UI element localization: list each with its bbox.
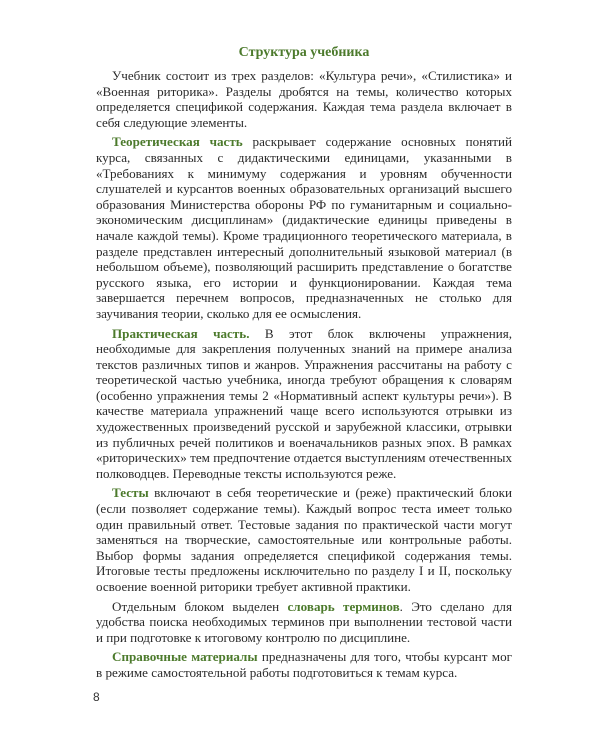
page-number: 8 [93, 690, 100, 704]
term-reference: Справочные материалы [112, 649, 258, 665]
paragraph-glossary [96, 599, 512, 646]
paragraph-intro [96, 68, 512, 130]
page-body [96, 44, 512, 685]
term-tests: Тесты [112, 485, 149, 501]
paragraph-text: . Это сделано для удобства поиска необходимых терминов при выполнении тестовой части и при подготовке к итоговому контролю по дисциплине. [96, 598, 512, 645]
term-glossary: словарь терминов [287, 598, 400, 614]
paragraph-tests [96, 485, 512, 594]
term-practice: Практическая часть. [112, 325, 250, 341]
paragraph-practice [96, 326, 512, 482]
paragraph-text: предназначены для того, чтобы курсант мог в режиме самостоятельной работы подготовиться к темам курса. [96, 649, 512, 680]
paragraph-text: В этот блок включены упражнения, необходимые для закрепления полученных знаний на примере анализа текстов различных типов и жанров. Упражнения рассчитаны на работу с теоретической частью учебника, иногда требуют обращения к словарям (особенно упражнения темы 2 «Нормативный аспект культуры речи»). В качестве материала упражнений чаще всего используются отрывки из художественных произведений русской и зарубежной классики, отрывки из публичных речей политиков и военачальников разных эпох. В рамках «риторических» тем предпочтение отдается выступлениям отечественных полководцев. Переводные тексты используются реже. [96, 325, 513, 481]
paragraph-text: раскрывает содержание основных понятий курса, связанных с дидактическими единицами, указанными в «Требованиях к минимуму содержания и уровням обученности слушателей и курсантов военных образовательных организаций высшего образования Министерства обороны РФ по гуманитарным и социально-экономическим дисциплинам» (дидактические единицы приведены в начале каждой темы). Кроме традиционного теоретического материала, в разделе представлен интересный дополнительный языковой материал (в небольшом объеме), позволяющий расширить представление о богатстве русского языка, его истории и функционировании. Каждая тема завершается перечнем вопросов, предназначенных не столько для заучивания теории, сколько для ее осмысления. [96, 134, 513, 321]
paragraph-text: включают в себя теоретические и (реже) практический блоки (если позволяет содержание темы). Каждый вопрос теста имеет только один правильный ответ. Тестовые задания по практической части могут заменяться на творческие, самостоятельные или контрольные работы. Выбор формы задания определяется спецификой содержания темы. Итоговые тесты предложены исключительно по разделу I и II, поскольку освоение военной риторики требует активной практики. [96, 485, 512, 594]
paragraph-text: Учебник состоит из трех разделов: «Культура речи», «Стилистика» и «Военная риторика». Разделы дробятся на темы, количество которых определяется спецификой содержания. Каждая тема раздела включает в себя следующие элементы. [96, 68, 512, 130]
paragraph-theory [96, 134, 512, 321]
paragraph-reference [96, 649, 512, 680]
term-theory: Теоретическая часть [112, 134, 243, 150]
section-heading: Структура учебника [238, 45, 370, 60]
paragraph-text: Отдельным блоком выделен [112, 598, 288, 614]
